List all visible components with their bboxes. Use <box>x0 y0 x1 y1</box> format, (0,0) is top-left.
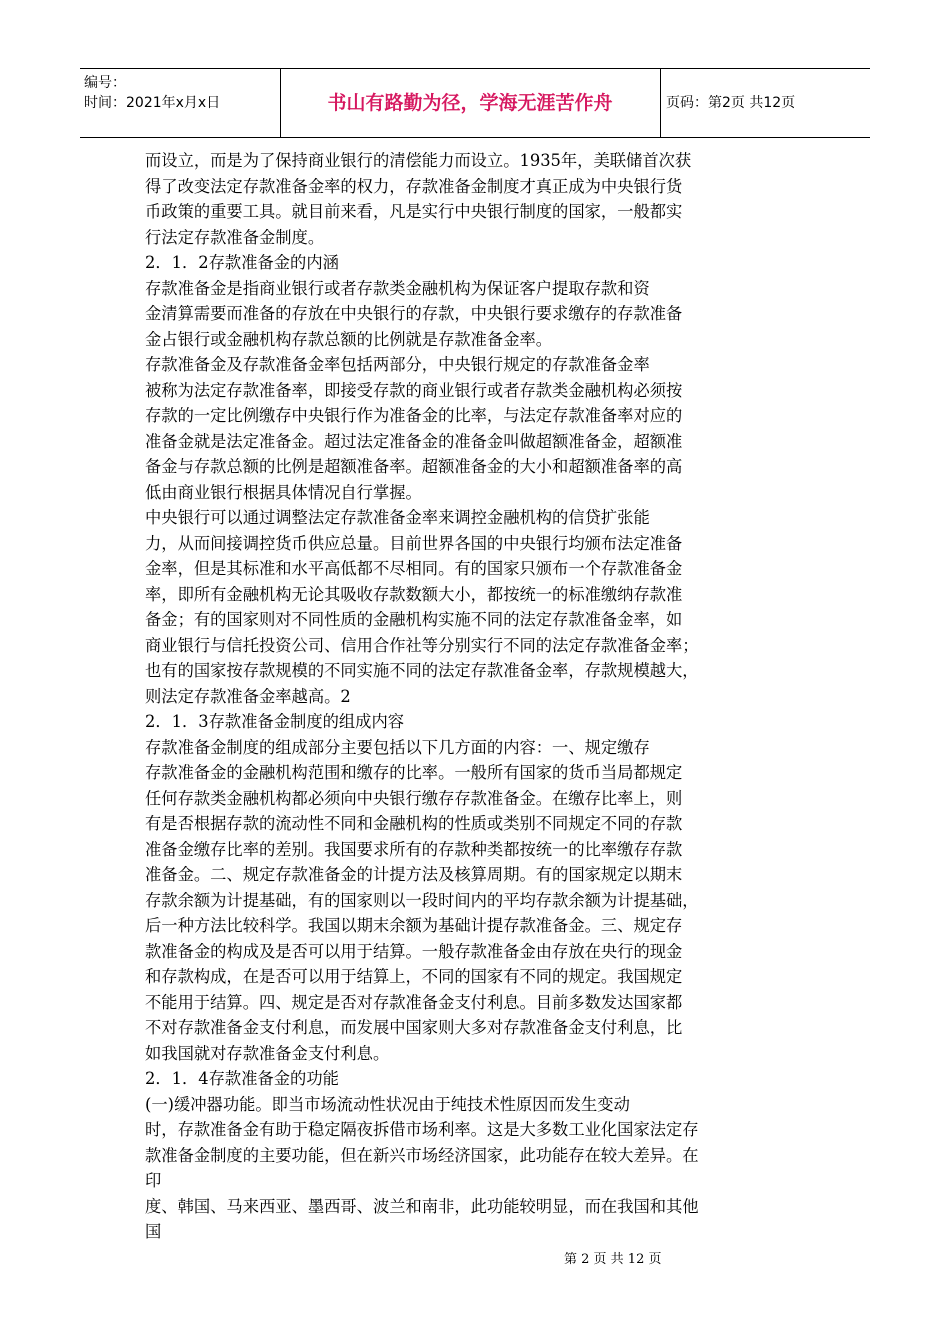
body-line: 低由商业银行根据具体情况自行掌握。 <box>145 482 422 502</box>
page-header <box>80 68 870 138</box>
body-line: 2．1．2存款准备金的内涵 <box>145 253 339 272</box>
body-line: 商业银行与信托投资公司、信用合作社等分别实行不同的法定存款准备金率； <box>145 635 699 655</box>
body-line: 国 <box>145 1222 162 1241</box>
body-line: 中央银行可以通过调整法定存款准备金率来调控金融机构的信贷扩张能 <box>145 508 650 527</box>
body-line: 也有的国家按存款规模的不同实施不同的法定存款准备金率，存款规模越大， <box>145 661 699 680</box>
body-line: 金占银行或金融机构存款总额的比例就是存款准备金率。 <box>145 329 553 349</box>
body-line: 备金与存款总额的比例是超额准备率。超额准备金的大小和超额准备率的高 <box>145 457 683 476</box>
body-line: 存款准备金是指商业银行或者存款类金融机构为保证客户提取存款和资 <box>145 278 650 298</box>
body-line: 则法定存款准备金率越高。2 <box>145 686 351 706</box>
document-body <box>145 148 805 1245</box>
body-line: 后一种方法比较科学。我国以期末余额为基础计提存款准备金。三、规定存 <box>145 916 683 935</box>
body-line: 2．1．3存款准备金制度的组成内容 <box>145 712 405 731</box>
body-line: 被称为法定存款准备率，即接受存款的商业银行或者存款类金融机构必须按 <box>145 380 683 400</box>
document-time-label: 时间：2021年x月x日 <box>84 95 221 111</box>
body-line: 存款准备金制度的组成部分主要包括以下几方面的内容：一、规定缴存 <box>145 737 650 757</box>
body-line: 款准备金制度的主要功能，但在新兴市场经济国家，此功能存在较大差异。在 <box>145 1145 699 1165</box>
body-line: 备金；有的国家则对不同性质的金融机构实施不同的法定存款准备金率，如 <box>145 610 683 629</box>
header-divider <box>660 69 661 137</box>
body-line: 存款准备金的金融机构范围和缴存的比率。一般所有国家的货币当局都规定 <box>145 763 683 782</box>
body-line: 准备金缴存比率的差别。我国要求所有的存款种类都按统一的比率缴存存款 <box>145 839 683 859</box>
body-line: 时，存款准备金有助于稳定隔夜拆借市场利率。这是大多数工业化国家法定存 <box>145 1120 699 1139</box>
body-line: 而设立，而是为了保持商业银行的清偿能力而设立。1935年，美联储首次获 <box>145 151 692 170</box>
header-meta <box>80 69 280 137</box>
body-line: 存款余额为计提基础，有的国家则以一段时间内的平均存款余额为计提基础， <box>145 890 699 910</box>
body-line: 2．1．4存款准备金的功能 <box>145 1069 339 1088</box>
body-line: 准备金就是法定准备金。超过法定准备金的准备金叫做超额准备金，超额准 <box>145 431 683 451</box>
body-line: 金清算需要而准备的存放在中央银行的存款，中央银行要求缴存的存款准备 <box>145 304 683 323</box>
body-line: 和存款构成，在是否可以用于结算上，不同的国家有不同的规定。我国规定 <box>145 967 683 986</box>
body-line: 如我国就对存款准备金支付利息。 <box>145 1043 390 1063</box>
body-line: 得了改变法定存款准备金率的权力，存款准备金制度才真正成为中央银行货 <box>145 176 683 196</box>
body-line: 任何存款类金融机构都必须向中央银行缴存存款准备金。在缴存比率上，则 <box>145 788 683 808</box>
body-line: 存款准备金及存款准备金率包括两部分，中央银行规定的存款准备金率 <box>145 355 650 374</box>
body-line: (一)缓冲器功能。即当市场流动性状况由于纯技术性原因而发生变动 <box>145 1094 630 1114</box>
body-line: 不能用于结算。四、规定是否对存款准备金支付利息。目前多数发达国家都 <box>145 992 683 1012</box>
body-line: 率，即所有金融机构无论其吸收存款数额大小，都按统一的标准缴纳存款准 <box>145 584 683 604</box>
body-line: 不对存款准备金支付利息，而发展中国家则大多对存款准备金支付利息，比 <box>145 1018 683 1037</box>
body-line: 行法定存款准备金制度。 <box>145 227 325 247</box>
body-line: 款准备金的构成及是否可以用于结算。一般存款准备金由存放在央行的现金 <box>145 941 683 961</box>
header-motto: 书山有路勤为径，学海无涯苦作舟 <box>327 92 613 114</box>
body-line: 印 <box>145 1171 162 1190</box>
body-line: 存款的一定比例缴存中央银行作为准备金的比率，与法定存款准备率对应的 <box>145 406 683 425</box>
body-line: 力，从而间接调控货币供应总量。目前世界各国的中央银行均颁布法定准备 <box>145 533 683 553</box>
body-line: 币政策的重要工具。就目前来看，凡是实行中央银行制度的国家，一般都实 <box>145 202 683 221</box>
header-page-info: 页码：第2页 共12页 <box>666 95 796 111</box>
page-footer: 第 2 页 共 12 页 <box>564 1252 662 1267</box>
body-line: 有是否根据存款的流动性不同和金融机构的性质或类别不同规定不同的存款 <box>145 814 683 833</box>
document-number-label: 编号： <box>84 75 126 91</box>
body-line: 准备金。二、规定存款准备金的计提方法及核算周期。有的国家规定以期末 <box>145 865 683 884</box>
body-line: 度、韩国、马来西亚、墨西哥、波兰和南非，此功能较明显，而在我国和其他 <box>145 1196 699 1216</box>
body-line: 金率，但是其标准和水平高低都不尽相同。有的国家只颁布一个存款准备金 <box>145 559 683 578</box>
